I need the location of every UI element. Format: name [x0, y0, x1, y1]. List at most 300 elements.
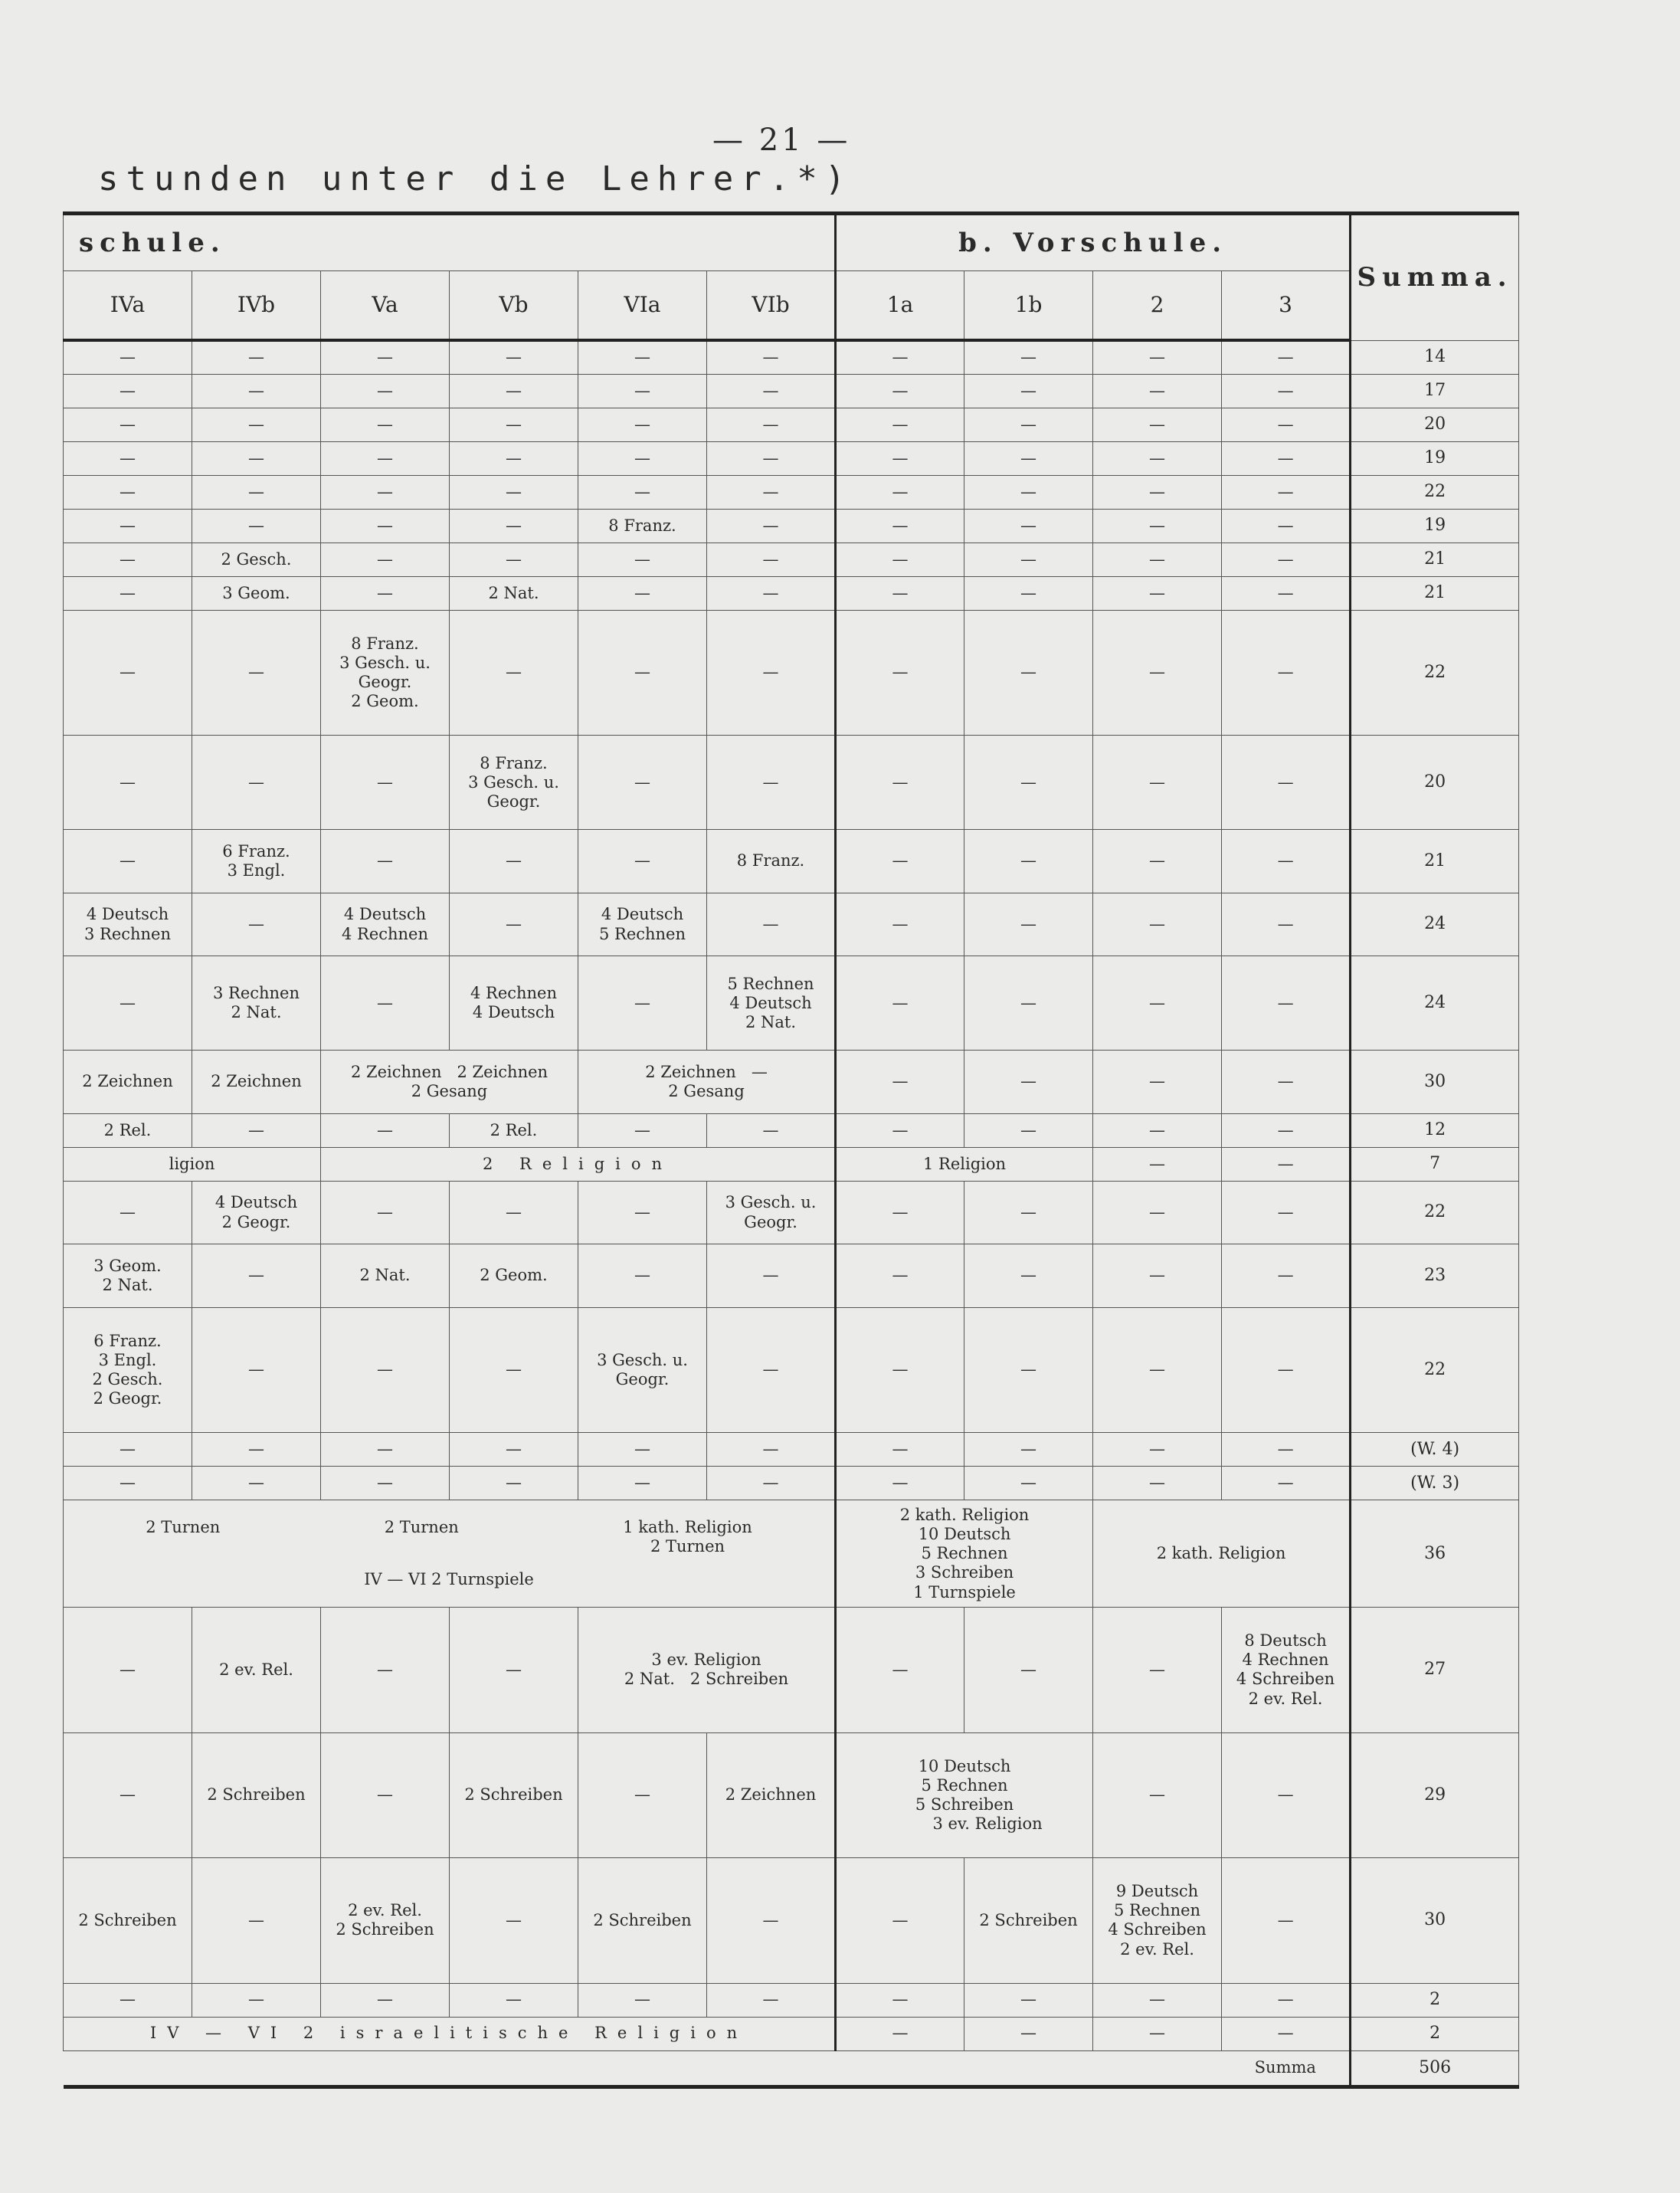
empty-cell-dash: — — [964, 1983, 1093, 2017]
empty-cell-dash: — — [321, 408, 450, 441]
empty-cell-dash: — — [836, 374, 964, 408]
empty-cell-dash: — — [1222, 893, 1351, 956]
empty-cell-dash: — — [450, 509, 578, 543]
empty-cell-dash: — — [707, 1113, 836, 1147]
cell-line: 8 Franz. — [480, 753, 548, 772]
empty-cell-dash: — — [1222, 475, 1351, 509]
empty-cell-dash: — — [707, 374, 836, 408]
empty-cell-dash: — — [578, 1467, 707, 1500]
cell-line: 2 Geom. — [351, 692, 419, 711]
empty-cell-dash: — — [836, 1608, 964, 1732]
cell-line: 3 Gesch. u. — [597, 1350, 688, 1369]
empty-cell-dash: — — [578, 475, 707, 509]
empty-cell-dash: — — [578, 1181, 707, 1244]
empty-cell-dash: — — [964, 1307, 1093, 1432]
section-header-a: schule. — [64, 214, 836, 271]
cell-line: 2 Nat. — [624, 1670, 675, 1689]
class-header-iva: IVa — [64, 271, 192, 341]
table-cell: 2 Zeichnen — [707, 1732, 836, 1857]
row-sum: 24 — [1351, 956, 1519, 1051]
empty-cell-dash: — — [1093, 1051, 1222, 1114]
cell-line: 3 Gesch. u. — [725, 1193, 817, 1212]
empty-cell-dash: — — [578, 610, 707, 735]
empty-cell-dash: — — [1222, 1307, 1351, 1432]
empty-cell-dash: — — [964, 1051, 1093, 1114]
cell-line: 1 kath. Religion — [623, 1517, 752, 1536]
empty-cell-dash: — — [321, 1983, 450, 2017]
empty-cell-dash: — — [836, 2017, 964, 2050]
table-cell — [578, 1608, 836, 1732]
empty-cell-dash: — — [1222, 543, 1351, 576]
cell-line: 4 Deutsch — [729, 993, 812, 1012]
cell-line: 3 Gesch. u. — [339, 653, 431, 672]
empty-cell-dash: — — [450, 1858, 578, 1983]
empty-cell-dash: — — [578, 1732, 707, 1857]
cell-line: 4 Deutsch — [472, 1003, 555, 1022]
cell-line: IV — VI 2 Turnspiele — [364, 1570, 534, 1589]
row-sum: 2 — [1351, 2017, 1519, 2050]
empty-cell-dash: — — [578, 340, 707, 374]
empty-cell-dash: — — [64, 736, 192, 830]
table-row — [64, 1467, 1519, 1500]
table-cell — [578, 1307, 707, 1432]
empty-cell-dash: — — [192, 340, 321, 374]
empty-cell-dash: — — [1222, 736, 1351, 830]
table-cell: 8 Franz. — [578, 509, 707, 543]
empty-cell-dash: — — [836, 1244, 964, 1308]
empty-cell-dash: — — [1222, 1433, 1351, 1467]
table-cell — [64, 1244, 192, 1308]
cell-line: 2 Nat. — [745, 1012, 797, 1031]
empty-cell-dash: — — [836, 1983, 964, 2017]
row-sum: (W. 3) — [1351, 1467, 1519, 1500]
empty-cell-dash: — — [836, 830, 964, 893]
empty-cell-dash: — — [1093, 736, 1222, 830]
cell-line: 2 ev. Rel. — [1248, 1689, 1323, 1708]
empty-cell-dash: — — [707, 610, 836, 735]
empty-cell-dash: — — [64, 543, 192, 576]
empty-cell-dash: — — [836, 1858, 964, 1983]
cell-line: 6 Franz. — [222, 841, 290, 860]
table-row — [64, 576, 1519, 610]
row-sum: 14 — [1351, 340, 1519, 374]
cell-line: 2 Turnen — [384, 1517, 459, 1536]
table-row — [64, 1500, 1519, 1608]
empty-cell-dash: — — [450, 1181, 578, 1244]
class-header-ivb: IVb — [192, 271, 321, 341]
empty-cell-dash: — — [1093, 1732, 1222, 1857]
empty-cell-dash: — — [321, 830, 450, 893]
table-cell: 2 Zeichnen — [192, 1051, 321, 1114]
empty-cell-dash: — — [192, 610, 321, 735]
empty-cell-dash: — — [192, 893, 321, 956]
empty-cell-dash: — — [321, 576, 450, 610]
table-cell — [192, 956, 321, 1051]
table-row — [64, 475, 1519, 509]
empty-cell-dash: — — [1093, 1244, 1222, 1308]
empty-cell-dash: — — [1093, 340, 1222, 374]
empty-cell-dash: — — [1093, 1147, 1222, 1181]
empty-cell-dash: — — [1093, 610, 1222, 735]
cell-line: 5 Rechnen — [921, 1775, 1008, 1795]
empty-cell-dash: — — [1093, 1181, 1222, 1244]
empty-cell-dash: — — [1222, 956, 1351, 1051]
empty-cell-dash: — — [578, 830, 707, 893]
table-cell — [192, 830, 321, 893]
empty-cell-dash: — — [1093, 956, 1222, 1051]
empty-cell-dash: — — [450, 610, 578, 735]
empty-cell-dash: — — [64, 576, 192, 610]
empty-cell-dash: — — [707, 576, 836, 610]
empty-cell-dash: — — [964, 893, 1093, 956]
cell-line: 10 Deutsch — [918, 1756, 1011, 1775]
table-row — [64, 956, 1519, 1051]
table-cell — [707, 1181, 836, 1244]
table-row — [64, 1608, 1519, 1732]
cell-line: Geogr. — [615, 1370, 670, 1389]
empty-cell-dash: — — [964, 1244, 1093, 1308]
row-sum: 22 — [1351, 1181, 1519, 1244]
empty-cell-dash: — — [836, 408, 964, 441]
cell-line: 10 Deutsch — [918, 1524, 1011, 1543]
table-cell — [321, 893, 450, 956]
cell-line: 3 ev. Religion — [932, 1814, 1043, 1834]
cell-line: 2 Geogr. — [93, 1389, 162, 1408]
empty-cell-dash: — — [1222, 408, 1351, 441]
cell-line: 5 Rechnen — [727, 974, 814, 993]
table-cell — [450, 736, 578, 830]
row-sum: 21 — [1351, 830, 1519, 893]
total-label: Summa — [1222, 2050, 1351, 2087]
class-header-2: 2 — [1093, 271, 1222, 341]
page-number: — 21 — — [712, 123, 851, 158]
table-row — [64, 543, 1519, 576]
empty-cell-dash: — — [836, 509, 964, 543]
row-sum: 22 — [1351, 475, 1519, 509]
empty-cell-dash: — — [1222, 1858, 1351, 1983]
table-row — [64, 1051, 1519, 1114]
empty-cell-dash: — — [64, 610, 192, 735]
cell-line: Geogr. — [486, 792, 541, 811]
empty-cell-dash: — — [450, 408, 578, 441]
empty-cell-dash: — — [321, 441, 450, 475]
table-cell — [836, 1732, 1093, 1857]
empty-cell-dash: — — [836, 1051, 964, 1114]
empty-cell-dash: — — [64, 830, 192, 893]
table-row — [64, 1732, 1519, 1857]
table-cell: 2 Rel. — [64, 1113, 192, 1147]
row-sum: 20 — [1351, 408, 1519, 441]
empty-cell-dash: — — [450, 1307, 578, 1432]
empty-cell-dash: — — [64, 1467, 192, 1500]
empty-cell-dash: — — [578, 374, 707, 408]
cell-line: 5 Rechnen — [598, 924, 686, 943]
empty-cell-dash: — — [836, 893, 964, 956]
empty-cell-dash: — — [1093, 408, 1222, 441]
cell-line: 4 Deutsch — [343, 905, 427, 924]
empty-cell-dash: — — [964, 543, 1093, 576]
empty-cell-dash: — — [321, 1433, 450, 1467]
empty-cell-dash: — — [192, 1858, 321, 1983]
empty-cell-dash: — — [836, 576, 964, 610]
empty-cell-dash: — — [707, 893, 836, 956]
empty-cell-dash: — — [578, 1433, 707, 1467]
cell-line: 9 Deutsch — [1115, 1881, 1199, 1900]
empty-cell-dash: — — [192, 1113, 321, 1147]
empty-cell-dash: — — [1222, 374, 1351, 408]
empty-cell-dash: — — [707, 441, 836, 475]
cell-line: 4 Rechnen — [1242, 1650, 1329, 1670]
cell-line: 2 Zeichnen — [350, 1062, 442, 1081]
empty-cell-dash: — — [578, 576, 707, 610]
cell-line: 2 ev. Rel. — [348, 1901, 422, 1920]
empty-cell-dash: — — [450, 1983, 578, 2017]
empty-cell-dash: — — [836, 475, 964, 509]
table-cell: 2 Geom. — [450, 1244, 578, 1308]
cell-line: Geogr. — [744, 1212, 797, 1231]
empty-cell-dash: — — [1093, 1983, 1222, 2017]
empty-cell-dash: — — [321, 509, 450, 543]
empty-cell-dash: — — [707, 1307, 836, 1432]
class-header-3: 3 — [1222, 271, 1351, 341]
cell-line — [623, 1518, 752, 1556]
empty-cell-dash: — — [64, 1983, 192, 2017]
cell-line: 3 Engl. — [227, 861, 286, 880]
empty-cell-dash: — — [1222, 1983, 1351, 2017]
empty-cell-dash: — — [836, 736, 964, 830]
empty-cell-dash: — — [64, 441, 192, 475]
empty-cell-dash: — — [707, 475, 836, 509]
empty-cell-dash: — — [836, 1467, 964, 1500]
empty-cell-dash: — — [1222, 1051, 1351, 1114]
cell-line: 2 Nat. — [231, 1003, 282, 1022]
row-sum: 30 — [1351, 1051, 1519, 1114]
empty-cell-dash: — — [1093, 509, 1222, 543]
empty-cell-dash: — — [1222, 1467, 1351, 1500]
cell-line: 4 Rechnen — [341, 924, 429, 943]
empty-cell-dash: — — [450, 893, 578, 956]
row-sum: (W. 4) — [1351, 1433, 1519, 1467]
empty-cell-dash: — — [64, 1608, 192, 1732]
table-cell: 8 Franz. — [707, 830, 836, 893]
table-cell — [192, 1181, 321, 1244]
table-cell: 2 ev. Rel. — [192, 1608, 321, 1732]
empty-cell-dash: — — [836, 1113, 964, 1147]
empty-cell-dash: — — [578, 956, 707, 1051]
table-cell — [321, 1858, 450, 1983]
empty-cell-dash: — — [1093, 543, 1222, 576]
table-row — [64, 1307, 1519, 1432]
empty-cell-dash: — — [1222, 340, 1351, 374]
table-row — [64, 1113, 1519, 1147]
table-row — [64, 1858, 1519, 1983]
empty-cell-dash: — — [450, 441, 578, 475]
empty-cell-dash: — — [64, 475, 192, 509]
cell-line: 2 Turnen — [650, 1537, 725, 1556]
cell-line: 4 Rechnen — [470, 984, 558, 1003]
empty-cell-dash: — — [450, 830, 578, 893]
empty-cell-dash: — — [321, 1608, 450, 1732]
row-sum: 7 — [1351, 1147, 1519, 1181]
empty-cell-dash: — — [321, 543, 450, 576]
cell-line: 4 Schreiben — [1236, 1670, 1335, 1689]
empty-cell-dash: — — [192, 374, 321, 408]
empty-cell-dash: — — [1222, 610, 1351, 735]
cell-line: 6 Franz. — [93, 1331, 162, 1350]
table-cell: 2 kath. Religion — [1093, 1500, 1351, 1608]
empty-cell-dash: — — [64, 1732, 192, 1857]
class-header-via: VIa — [578, 271, 707, 341]
row-sum: 29 — [1351, 1732, 1519, 1857]
empty-cell-dash: — — [192, 475, 321, 509]
cell-line: 1 Turnspiele — [913, 1582, 1016, 1601]
table-row — [64, 374, 1519, 408]
row-sum: 2 — [1351, 1983, 1519, 2017]
row-sum: 19 — [1351, 441, 1519, 475]
empty-cell-dash: — — [964, 1113, 1093, 1147]
cell-line: 3 Engl. — [98, 1350, 157, 1369]
row-sum: 24 — [1351, 893, 1519, 956]
cell-line: 2 ev. Rel. — [1120, 1939, 1194, 1959]
empty-cell-dash: — — [64, 1181, 192, 1244]
table-row — [64, 1244, 1519, 1308]
table-row — [64, 408, 1519, 441]
empty-cell-dash: — — [1093, 1113, 1222, 1147]
empty-cell-dash: — — [1222, 509, 1351, 543]
empty-cell-dash: — — [192, 1983, 321, 2017]
empty-cell-dash: — — [964, 830, 1093, 893]
empty-cell-dash: — — [1222, 576, 1351, 610]
empty-cell-dash: — — [192, 1307, 321, 1432]
page-heading: stunden unter die Lehrer.*) — [98, 159, 853, 198]
row-sum: 27 — [1351, 1608, 1519, 1732]
row-sum: 36 — [1351, 1500, 1519, 1608]
cell-line: 2 Nat. — [102, 1276, 153, 1295]
table-cell — [836, 1500, 1093, 1608]
empty-cell-dash: — — [192, 509, 321, 543]
table-cell: 2 Gesch. — [192, 543, 321, 576]
empty-cell-dash: — — [321, 1307, 450, 1432]
cell-line: 3 Gesch. u. — [468, 772, 559, 792]
cell-line: 2 kath. Religion — [899, 1505, 1030, 1524]
empty-cell-dash: — — [1093, 441, 1222, 475]
cell-line: 2 Gesang — [668, 1082, 745, 1101]
empty-cell-dash: — — [64, 509, 192, 543]
table-cell — [1222, 1608, 1351, 1732]
empty-cell-dash: — — [964, 576, 1093, 610]
table-row — [64, 893, 1519, 956]
empty-cell-dash: — — [964, 509, 1093, 543]
cell-line: 5 Rechnen — [921, 1544, 1008, 1563]
table-row — [64, 1181, 1519, 1244]
class-header-vib: VIb — [707, 271, 836, 341]
cell-line: 4 Deutsch — [215, 1193, 298, 1212]
table-cell — [578, 1051, 836, 1114]
table-row — [64, 736, 1519, 830]
empty-cell-dash: — — [192, 408, 321, 441]
empty-cell-dash: — — [192, 441, 321, 475]
empty-cell-dash: — — [321, 736, 450, 830]
empty-cell-dash: — — [1093, 1307, 1222, 1432]
table-cell: 2 Rel. — [450, 1113, 578, 1147]
empty-cell-dash: — — [836, 340, 964, 374]
empty-cell-dash: — — [964, 2017, 1093, 2050]
table-cell: ligion — [64, 1147, 321, 1181]
empty-cell-dash: — — [1093, 2017, 1222, 2050]
empty-cell-dash: — — [1093, 576, 1222, 610]
empty-cell-dash: — — [450, 1433, 578, 1467]
empty-cell-dash: — — [707, 509, 836, 543]
empty-cell-dash: — — [707, 340, 836, 374]
cell-line: 2 Schreiben — [689, 1670, 789, 1689]
class-header-vb: Vb — [450, 271, 578, 341]
empty-cell-dash: — — [1093, 1467, 1222, 1500]
table-cell: 2 Schreiben — [64, 1858, 192, 1983]
empty-cell-dash: — — [1093, 830, 1222, 893]
empty-cell-dash: — — [1222, 1147, 1351, 1181]
cell-line: Geogr. — [358, 673, 412, 692]
empty-cell-dash: — — [964, 1467, 1093, 1500]
empty-cell-dash: — — [64, 374, 192, 408]
class-header-1b: 1b — [964, 271, 1093, 341]
table-row — [64, 1433, 1519, 1467]
table-row — [64, 1983, 1519, 2017]
empty-cell-dash: — — [578, 408, 707, 441]
cell-line: 4 Deutsch — [86, 905, 169, 924]
row-sum: 22 — [1351, 610, 1519, 735]
empty-cell-dash: — — [707, 1858, 836, 1983]
empty-cell-dash: — — [321, 1181, 450, 1244]
empty-cell-dash: — — [450, 374, 578, 408]
table-row — [64, 2017, 1519, 2050]
empty-cell-dash: — — [964, 408, 1093, 441]
cell-line: 3 Schreiben — [915, 1563, 1014, 1582]
empty-cell-dash: — — [836, 956, 964, 1051]
cell-line: 3 Rechnen — [84, 924, 172, 943]
empty-cell-dash: — — [836, 441, 964, 475]
empty-cell-dash: — — [964, 340, 1093, 374]
empty-cell-dash: — — [578, 1983, 707, 2017]
class-header-va: Va — [321, 271, 450, 341]
table-cell — [450, 956, 578, 1051]
empty-cell-dash: — — [1093, 475, 1222, 509]
table-row — [64, 509, 1519, 543]
table-cell: 2 Schreiben — [450, 1732, 578, 1857]
empty-cell-dash: — — [964, 1181, 1093, 1244]
row-sum: 21 — [1351, 543, 1519, 576]
schedule-table — [63, 211, 1519, 2089]
empty-cell-dash: — — [836, 1181, 964, 1244]
cell-line: 5 Rechnen — [1114, 1901, 1201, 1920]
table-cell: 1 Religion — [836, 1147, 1093, 1181]
empty-cell-dash: — — [836, 1307, 964, 1432]
table-row — [64, 441, 1519, 475]
empty-cell-dash: — — [964, 610, 1093, 735]
empty-cell-dash: — — [707, 543, 836, 576]
schedule-table-container — [63, 211, 1518, 2089]
empty-cell-dash: — — [964, 956, 1093, 1051]
cell-line: 2 Gesang — [411, 1082, 488, 1101]
table-cell: 2 Nat. — [321, 1244, 450, 1308]
empty-cell-dash: — — [964, 475, 1093, 509]
empty-cell-dash: — — [578, 1244, 707, 1308]
row-sum: 30 — [1351, 1858, 1519, 1983]
empty-cell-dash: — — [578, 1113, 707, 1147]
empty-cell-dash: — — [1222, 830, 1351, 893]
row-sum: 22 — [1351, 1307, 1519, 1432]
empty-cell-dash: — — [321, 1113, 450, 1147]
table-cell — [578, 893, 707, 956]
